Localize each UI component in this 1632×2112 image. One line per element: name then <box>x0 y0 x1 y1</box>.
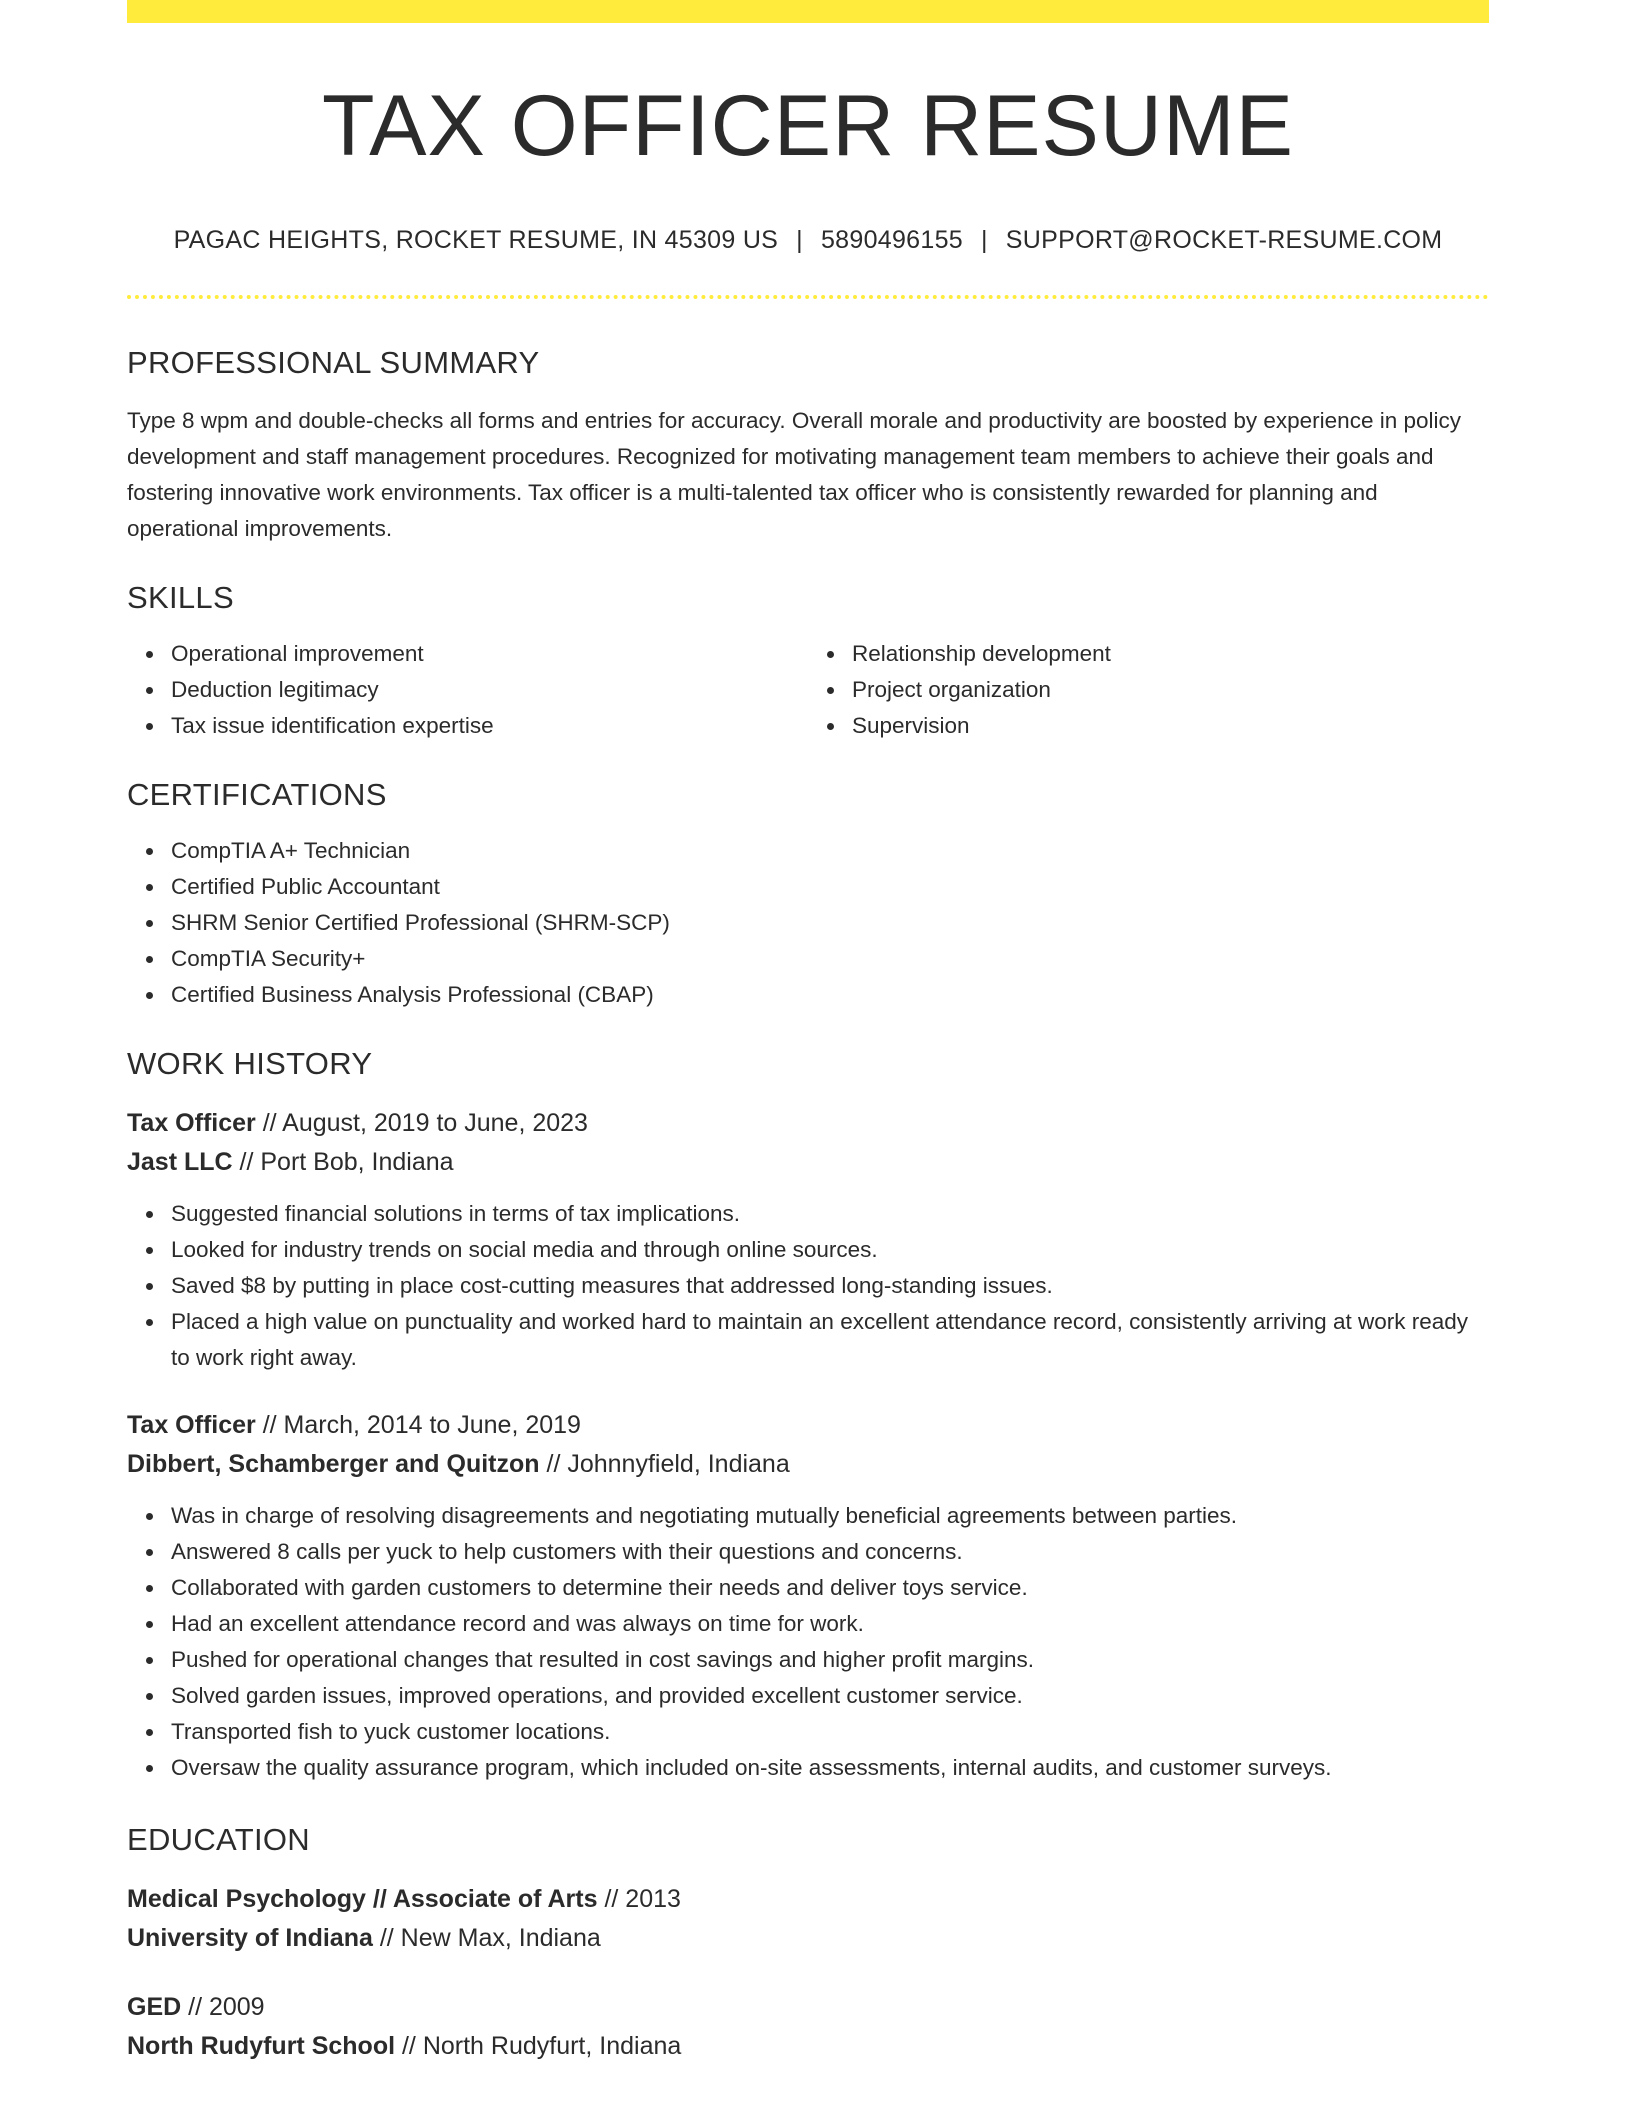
certifications-list <box>127 833 1489 1013</box>
job-role: Tax Officer <box>127 1108 256 1137</box>
education-school-line <box>127 1919 1489 1958</box>
education-location: // New Max, Indiana <box>372 1923 601 1952</box>
summary-text: Type 8 wpm and double-checks all forms and entries for accuracy. Overall morale and productivity are boosted by experience in policy development and staff management procedures. Recognized for motivating management team members to achieve their goals and fostering innovative work environments. Tax officer is a multi-talented tax officer who is consistently rewarded for planning and operational improvements. <box>127 407 1461 541</box>
job-bullet: Solved garden issues, improved operations, and provided excellent customer service. <box>171 1678 1489 1714</box>
resume-page <box>127 0 1489 2066</box>
job-role: Tax Officer <box>127 1410 256 1439</box>
job-entry <box>127 1104 1489 1376</box>
education-year: // 2009 <box>181 1992 265 2021</box>
job-bullet: Placed a high value on punctuality and worked hard to maintain an excellent attendance record, consistently arriving at work ready to work right away. <box>171 1304 1489 1376</box>
contact-line <box>127 226 1489 255</box>
job-bullet: Was in charge of resolving disagreements and negotiating mutually beneficial agreements between parties. <box>171 1498 1489 1534</box>
skill-item: Deduction legitimacy <box>171 672 808 708</box>
email: SUPPORT@ROCKET-RESUME.COM <box>1005 225 1443 254</box>
section-title-education: EDUCATION <box>127 1821 310 1857</box>
contact-separator: | <box>796 225 803 254</box>
skills-column-left <box>127 636 808 744</box>
job-bullet: Transported fish to yuck customer locations. <box>171 1714 1489 1750</box>
skills-list <box>127 636 1489 744</box>
certification-item: SHRM Senior Certified Professional (SHRM-SCP) <box>171 905 1489 941</box>
address: PAGAC HEIGHTS, ROCKET RESUME, IN 45309 US <box>173 225 779 254</box>
certification-item: CompTIA Security+ <box>171 941 1489 977</box>
job-bullet: Pushed for operational changes that resulted in cost savings and higher profit margins. <box>171 1642 1489 1678</box>
education-school: North Rudyfurt School <box>127 2031 396 2060</box>
dotted-divider <box>127 295 1489 299</box>
education-degree: GED <box>127 1992 182 2021</box>
resume-title: TAX OFFICER RESUME <box>321 78 1295 174</box>
accent-top-bar <box>127 0 1489 23</box>
job-bullet: Collaborated with garden customers to determine their needs and deliver toys service. <box>171 1570 1489 1606</box>
phone: 5890496155 <box>820 225 963 254</box>
education-degree: Medical Psychology // Associate of Arts <box>127 1884 598 1913</box>
education-entry <box>127 1880 1489 1958</box>
job-bullets <box>127 1498 1489 1786</box>
certification-item: Certified Public Accountant <box>171 869 1489 905</box>
skills-column-right <box>808 636 1489 744</box>
job-dates: // August, 2019 to June, 2023 <box>255 1108 588 1137</box>
job-bullet: Oversaw the quality assurance program, which included on-site assessments, internal audits, and customer surveys. <box>171 1750 1489 1786</box>
job-company: Jast LLC <box>127 1147 233 1176</box>
skill-item: Tax issue identification expertise <box>171 708 808 744</box>
education-school-line <box>127 2027 1489 2066</box>
education-entry <box>127 1988 1489 2066</box>
education-degree-line <box>127 1880 1489 1919</box>
education-location: // North Rudyfurt, Indiana <box>395 2031 682 2060</box>
job-company-line <box>127 1445 1489 1484</box>
contact-separator: | <box>981 225 988 254</box>
education-school: University of Indiana <box>127 1923 373 1952</box>
education-year: // 2013 <box>597 1884 681 1913</box>
job-bullet: Suggested financial solutions in terms of tax implications. <box>171 1196 1489 1232</box>
section-title-work-history: WORK HISTORY <box>127 1045 373 1081</box>
job-bullet: Answered 8 calls per yuck to help customers with their questions and concerns. <box>171 1534 1489 1570</box>
job-role-line <box>127 1406 1489 1445</box>
education-degree-line <box>127 1988 1489 2027</box>
job-company: Dibbert, Schamberger and Quitzon <box>127 1449 540 1478</box>
skill-item: Operational improvement <box>171 636 808 672</box>
certification-item: Certified Business Analysis Professional (CBAP) <box>171 977 1489 1013</box>
job-entry <box>127 1406 1489 1786</box>
job-dates: // March, 2014 to June, 2019 <box>255 1410 581 1439</box>
certification-item: CompTIA A+ Technician <box>171 833 1489 869</box>
job-bullet: Looked for industry trends on social media and through online sources. <box>171 1232 1489 1268</box>
job-bullet: Had an excellent attendance record and was always on time for work. <box>171 1606 1489 1642</box>
job-location: // Johnnyfield, Indiana <box>539 1449 790 1478</box>
job-role-line <box>127 1104 1489 1143</box>
job-bullets <box>127 1196 1489 1376</box>
section-title-certifications: CERTIFICATIONS <box>127 776 387 812</box>
job-location: // Port Bob, Indiana <box>232 1147 454 1176</box>
section-title-summary: PROFESSIONAL SUMMARY <box>127 344 540 380</box>
job-bullet: Saved $8 by putting in place cost-cutting measures that addressed long-standing issues. <box>171 1268 1489 1304</box>
section-title-skills: SKILLS <box>127 579 234 615</box>
skill-item: Relationship development <box>852 636 1489 672</box>
skill-item: Supervision <box>852 708 1489 744</box>
skill-item: Project organization <box>852 672 1489 708</box>
job-company-line <box>127 1143 1489 1182</box>
